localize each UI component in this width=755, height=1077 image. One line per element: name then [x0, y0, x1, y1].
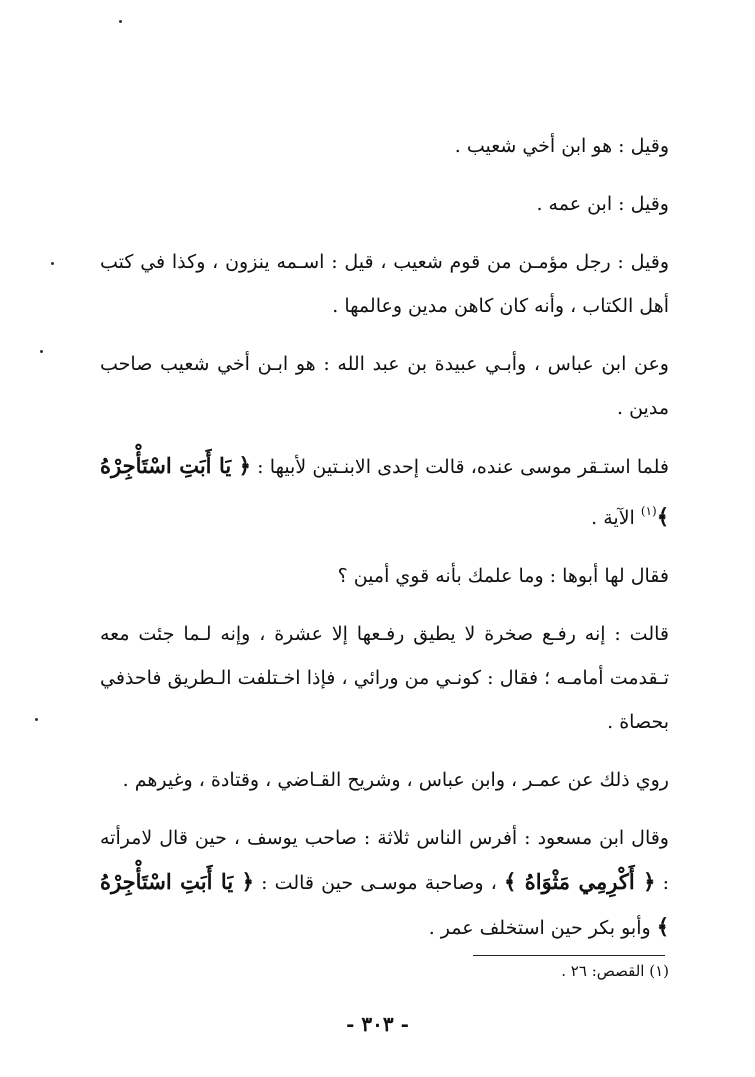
footnote-separator	[473, 955, 665, 956]
quran-quote: ﴿ يَا أَبَتِ اسْتَأْجِرْهُ ﴾	[100, 453, 669, 529]
scan-speck	[35, 718, 38, 721]
scan-speck	[40, 350, 43, 353]
scan-speck	[119, 20, 122, 23]
paragraph: وقال ابن مسعود : أفرس الناس ثلاثة : صاحب يوسف ، حين قال لامرأته : ﴿ أَكْرِمِي مَثْوَاهُ ﴾ ، وصاحبة موسـى حين قالت : ﴿ يَا أَبَتِ اسْتَأْجِرْهُ ﴾ وأبو بكر حين استخلف عمر .	[100, 827, 669, 939]
quran-quote: ﴿ يَا أَبَتِ اسْتَأْجِرْهُ ﴾	[100, 869, 669, 939]
body-text	[100, 124, 669, 950]
scan-speck	[51, 262, 54, 265]
quran-quote: ﴿ أَكْرِمِي مَثْوَاهُ ﴾	[504, 869, 656, 894]
paragraph: روي ذلك عن عمـر ، وابن عباس ، وشريح القـاضي ، وقتادة ، وغيرهم .	[122, 769, 669, 791]
paragraph: وعن ابن عباس ، وأبـي عبيدة بن عبد الله : هو ابـن أخي شعيب صاحب مدين .	[100, 353, 669, 419]
page-number: - ٣٠٣ -	[346, 1012, 409, 1036]
paragraph: فقال لها أبوها : وما علمك بأنه قوي أمين ؟	[337, 565, 669, 587]
paragraph: وقيل : ابن عمه .	[536, 193, 669, 215]
paragraph: وقيل : هو ابن أخي شعيب .	[454, 135, 669, 157]
paragraph: فلما استـقر موسى عنده، قالت إحدى الابنـتين لأبيها : ﴿ يَا أَبَتِ اسْتَأْجِرْهُ ﴾$^{(١)}$ الآية .	[100, 453, 669, 529]
footnote-ref: (١)	[640, 504, 657, 518]
paragraph: وقيل : رجل مؤمـن من قوم شعيب ، قيل : اسـمه ينزون ، وكذا في كتب أهل الكتاب ، وأنه كان كاهن مدين وعالمها .	[100, 251, 669, 317]
footnote: (١) القصص: ٢٦ .	[561, 962, 669, 980]
paragraph: قالت : إنه رفـع صخرة لا يطيق رفـعها إلا عشرة ، وإنه لـما جئت معه تـقدمت أمامـه ؛ فقال : كونـي من ورائي ، فإذا اخـتلفت الـطريق فاحذفي بحصاة .	[100, 623, 669, 733]
